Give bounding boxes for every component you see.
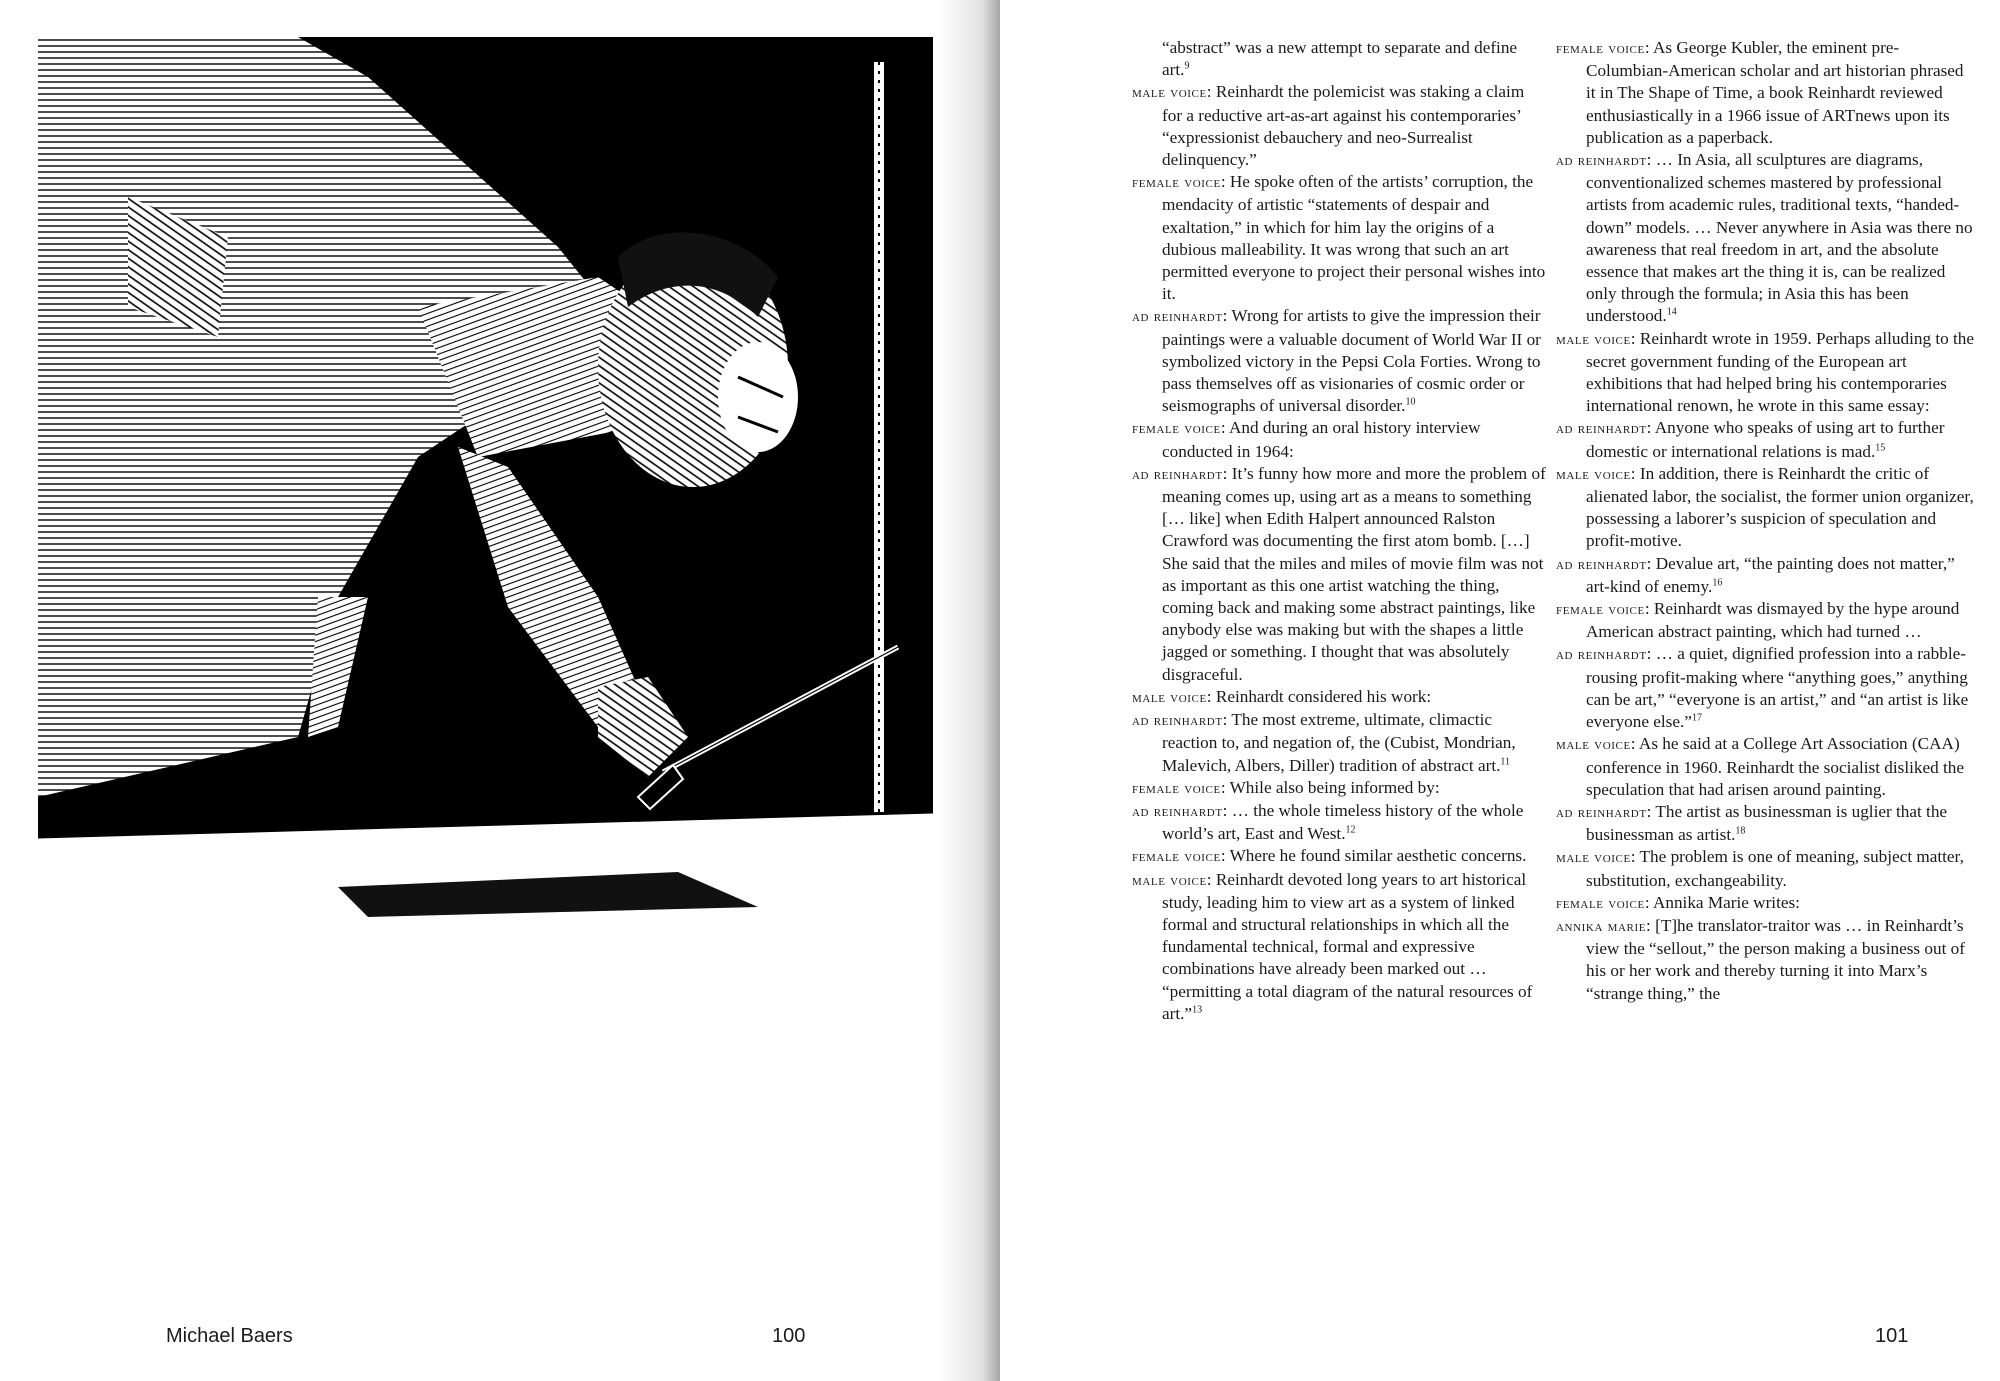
footnote-ref: 16: [1712, 577, 1723, 589]
paragraph-text: He spoke often of the artists’ corruption, the mendacity of artistic “statements of despair and exaltation,” in which for him lay the origins of a dubious malleability. It was wrong that such an art permitted everyone to project their personal wishes into it.: [1162, 172, 1546, 304]
speaker-label: ad reinhardt: [1132, 712, 1223, 730]
footnote-ref: 17: [1691, 712, 1702, 724]
speaker-label: ad reinhardt: [1132, 802, 1223, 820]
paragraph: male voice: Reinhardt wrote in 1959. Perhaps alluding to the secret government funding of the European art exhibitions that had helped bring his contemporaries international renown, he wrote in this same essay:: [1556, 328, 1975, 416]
paragraph-text: Where he found similar aesthetic concerns.: [1229, 846, 1527, 866]
paragraph: female voice: Reinhardt was dismayed by the hype around American abstract painting, which had turned …: [1556, 599, 1960, 642]
paragraph-text: Reinhardt was dismayed by the hype around American abstract painting, which had turned …: [1586, 599, 1960, 642]
speaker-label: male voice: [1556, 849, 1631, 867]
speaker-label: male voice: [1556, 736, 1631, 754]
speaker-label: female voice: [1132, 848, 1221, 866]
speaker-label: female voice: [1556, 40, 1645, 57]
page-number-right: 101: [1875, 1325, 1909, 1347]
paragraph: annika marie: [T]he translator-traitor was … in Reinhardt’s view the “sellout,” the person making a business out of his or her work and thereby turning it into Marx’s “strange thing,” the: [1556, 915, 1965, 1003]
speaker-label: female voice: [1556, 894, 1645, 912]
speaker-label: male voice: [1556, 330, 1631, 348]
paragraph: female voice: As George Kubler, the eminent pre-Columbian-American scholar and art historian phrased it in The Shape of Time, a book Reinhardt reviewed enthusiastically in a 1966 issue of ARTnews upon its publication as a paperback.: [1556, 38, 1964, 147]
speaker-label: ad reinhardt: [1132, 308, 1223, 326]
footnote-ref: 18: [1735, 825, 1746, 837]
speaker-label: ad reinhardt: [1556, 420, 1647, 438]
paragraph: ad reinhardt: Anyone who speaks of using art to further domestic or international relations is mad.$^{15}$: [1556, 418, 1945, 461]
speaker-label: male voice: [1556, 465, 1631, 483]
paragraph: female voice: And during an oral history interview conducted in 1964:: [1132, 418, 1481, 461]
paragraph-text: And during an oral history interview conducted in 1964:: [1162, 418, 1481, 461]
speaker-label: annika marie: [1556, 917, 1647, 935]
paragraph-text: Reinhardt wrote in 1959. Perhaps alluding to the secret government funding of the European art exhibitions that had helped bring his contemporaries international renown, he wrote in this same essay:: [1586, 328, 1975, 416]
speaker-label: ad reinhardt: [1132, 465, 1223, 483]
paragraph-text: In addition, there is Reinhardt the critic of alienated labor, the socialist, the former union organizer, possessing a laborer’s suspicion of speculation and profit-motive.: [1586, 463, 1974, 551]
footnote-ref: 9: [1184, 60, 1190, 72]
paragraph: female voice: Annika Marie writes:: [1556, 892, 1800, 912]
paragraph: male voice: In addition, there is Reinhardt the critic of alienated labor, the socialist, the former union organizer, possessing a laborer’s suspicion of speculation and profit-motive.: [1556, 463, 1974, 551]
paragraph-text: [T]he translator-traitor was … in Reinhardt’s view the “sellout,” the person making a business out of his or her work and thereby turning it into Marx’s “strange thing,” the: [1586, 915, 1965, 1003]
paragraph: female voice: Where he found similar aesthetic concerns.: [1132, 846, 1527, 866]
gutter-shadow-left: [940, 0, 1000, 1381]
footnote-ref: 14: [1666, 306, 1677, 318]
paragraph: female voice: He spoke often of the artists’ corruption, the mendacity of artistic “statements of despair and exaltation,” in which for him lay the origins of a dubious malleability. It was wrong that such an art permitted everyone to project their personal wishes into it.: [1132, 172, 1546, 304]
paragraph: ad reinhardt: … In Asia, all sculptures are diagrams, conventionalized schemes mastered by professional artists from academic rules, traditional texts, “handed-down” models. … Never anywhere in Asia was there no awareness that real freedom in art, and the absolute essence that makes art the thing it is, can be realized only through the formula; in Asia this has been understood.$^{14}$: [1556, 150, 1973, 326]
footnote-ref: 15: [1875, 441, 1886, 453]
paragraph-text: Reinhardt devoted long years to art historical study, leading him to view art as a system of linked formal and structural relationships in which all the fundamental technical, formal and expressive combinations have already been marked out … “permitting a total diagram of the natural resources of art.”: [1162, 869, 1533, 1023]
paragraph-text: Reinhardt the polemicist was staking a claim for a reductive art-as-art against his contemporaries’ “expressionist debauchery and neo-Surrealist delinquency.”: [1162, 82, 1525, 170]
paragraph-text: Wrong for artists to give the impression their paintings were a valuable document of World War II or symbolized victory in the Pepsi Cola Forties. Wrong to pass themselves off as visionaries of cosmic order or seismographs of universal disorder.: [1162, 306, 1541, 416]
speaker-label: female voice: [1556, 601, 1645, 619]
paragraph: ad reinhardt: It’s funny how more and more the problem of meaning comes up, using art as a means to something [… like] when Edith Halpert announced Ralston Crawford was documenting the first atom bomb. […] She said that the miles and miles of movie film was not as important as this one artist watching the thing, coming back and making some abstract paintings, like anybody else was making but with the shapes a little jagged or something. I thought that was absolutely disgraceful.: [1132, 463, 1546, 684]
paragraph-text: … In Asia, all sculptures are diagrams, conventionalized schemes mastered by professional artists from academic rules, traditional texts, “handed-down” models. … Never anywhere in Asia was there no awareness that real freedom in art, and the absolute essence that makes art the thing it is, can be realized only through the formula; in Asia this has been understood.: [1586, 150, 1973, 326]
paragraph-text: The problem is one of meaning, subject matter, substitution, exchangeability.: [1586, 847, 1964, 890]
paragraph: male voice: Reinhardt the polemicist was staking a claim for a reductive art-as-art against his contemporaries’ “expressionist debauchery and neo-Surrealist delinquency.”: [1132, 82, 1525, 170]
paragraph: male voice: The problem is one of meaning, subject matter, substitution, exchangeability.: [1556, 847, 1964, 890]
paragraph-text: Anyone who speaks of using art to further domestic or international relations is mad.: [1586, 418, 1945, 461]
paragraph-text: Annika Marie writes:: [1652, 892, 1800, 912]
running-author: Michael Baers: [166, 1325, 293, 1347]
paragraph: ad reinhardt: The artist as businessman is uglier that the businessman as artist.$^{18}$: [1556, 801, 1948, 845]
illustration-painter: [38, 37, 933, 932]
text-column-2: [1556, 37, 1976, 1005]
speaker-label: female voice: [1132, 174, 1221, 192]
paragraph: [1132, 37, 1548, 81]
footnote-ref: 11: [1500, 755, 1511, 767]
speaker-label: ad reinhardt: [1556, 555, 1647, 573]
paragraph-text: “abstract” was a new attempt to separate and define art.: [1162, 38, 1518, 80]
paragraph-text: It’s funny how more and more the problem of meaning comes up, using art as a means to something [… like] when Edith Halpert announced Ralston Crawford was documenting the first atom bomb. […] She said that the miles and miles of movie film was not as important as this one artist watching the thing, coming back and making some abstract paintings, like anybody else was making but with the shapes a little jagged or something. I thought that was absolutely disgraceful.: [1162, 463, 1546, 684]
speaker-label: female voice: [1132, 420, 1221, 438]
speaker-label: ad reinhardt: [1556, 646, 1647, 664]
speaker-label: ad reinhardt: [1556, 803, 1647, 821]
paragraph: ad reinhardt: The most extreme, ultimate, climactic reaction to, and negation of, the (Cubist, Mondrian, Malevich, Albers, Diller) tradition of abstract art.$^{11}$: [1132, 710, 1516, 775]
paragraph-text: Reinhardt considered his work:: [1215, 686, 1432, 706]
paragraph: male voice: As he said at a College Art Association (CAA) conference in 1960. Reinhardt the socialist disliked the speculation that had arisen around painting.: [1556, 734, 1965, 799]
page-number-left: 100: [772, 1325, 806, 1347]
footnote-ref: 10: [1405, 396, 1416, 408]
paragraph: ad reinhardt: Wrong for artists to give the impression their paintings were a valuable document of World War II or symbolized victory in the Pepsi Cola Forties. Wrong to pass themselves off as visionaries of cosmic order or seismographs of universal disorder.$^{10}$: [1132, 306, 1541, 416]
speaker-label: male voice: [1132, 871, 1207, 889]
footnote-ref: 12: [1345, 824, 1356, 836]
paragraph-text: The artist as businessman is uglier that the businessman as artist.: [1586, 801, 1948, 845]
paragraph-text: While also being informed by:: [1229, 777, 1440, 797]
paragraph-text: … a quiet, dignified profession into a rabble-rousing profit-making where “anything goes,” anything can be art,” “everyone is an artist,” and “an artist is like everyone else.”: [1586, 644, 1969, 732]
paragraph-text: Devalue art, “the painting does not matter,” art-kind of enemy.: [1586, 553, 1955, 596]
paragraph-text: As he said at a College Art Association (CAA) conference in 1960. Reinhardt the socialist disliked the speculation that had arisen around painting.: [1586, 734, 1965, 799]
speaker-label: ad reinhardt: [1556, 152, 1647, 170]
paragraph-text: As George Kubler, the eminent pre-Columbian-American scholar and art historian phrased it in The Shape of Time, a book Reinhardt reviewed enthusiastically in a 1966 issue of ARTnews upon its publication as a paperback.: [1586, 38, 1964, 147]
text-column-1: [1132, 37, 1548, 1025]
paragraph: ad reinhardt: Devalue art, “the painting does not matter,” art-kind of enemy.$^{16}$: [1556, 553, 1955, 596]
footnote-ref: 13: [1192, 1004, 1203, 1015]
paragraph: male voice: Reinhardt devoted long years to art historical study, leading him to view art as a system of linked formal and structural relationships in which all the fundamental technical, formal and expressive combinations have already been marked out … “permitting a total diagram of the natural resources of art.”$^{13}$: [1132, 869, 1533, 1023]
speaker-label: male voice: [1132, 84, 1207, 102]
paragraph-text: … the whole timeless history of the whole world’s art, East and West.: [1162, 800, 1524, 844]
speaker-label: female voice: [1132, 779, 1221, 797]
paragraph: ad reinhardt: … a quiet, dignified profession into a rabble-rousing profit-making where “anything goes,” anything can be art,” “everyone is an artist,” and “an artist is like everyone else.”$^{17}$: [1556, 644, 1969, 732]
paragraph-text: The most extreme, ultimate, climactic reaction to, and negation of, the (Cubist, Mondrian, Malevich, Albers, Diller) tradition of abstract art.: [1162, 710, 1516, 775]
paragraph: female voice: While also being informed by:: [1132, 777, 1440, 797]
paragraph: ad reinhardt: … the whole timeless history of the whole world’s art, East and West.$^{12}$: [1132, 800, 1524, 844]
paragraph: male voice: Reinhardt considered his work:: [1132, 686, 1432, 706]
speaker-label: male voice: [1132, 688, 1207, 706]
